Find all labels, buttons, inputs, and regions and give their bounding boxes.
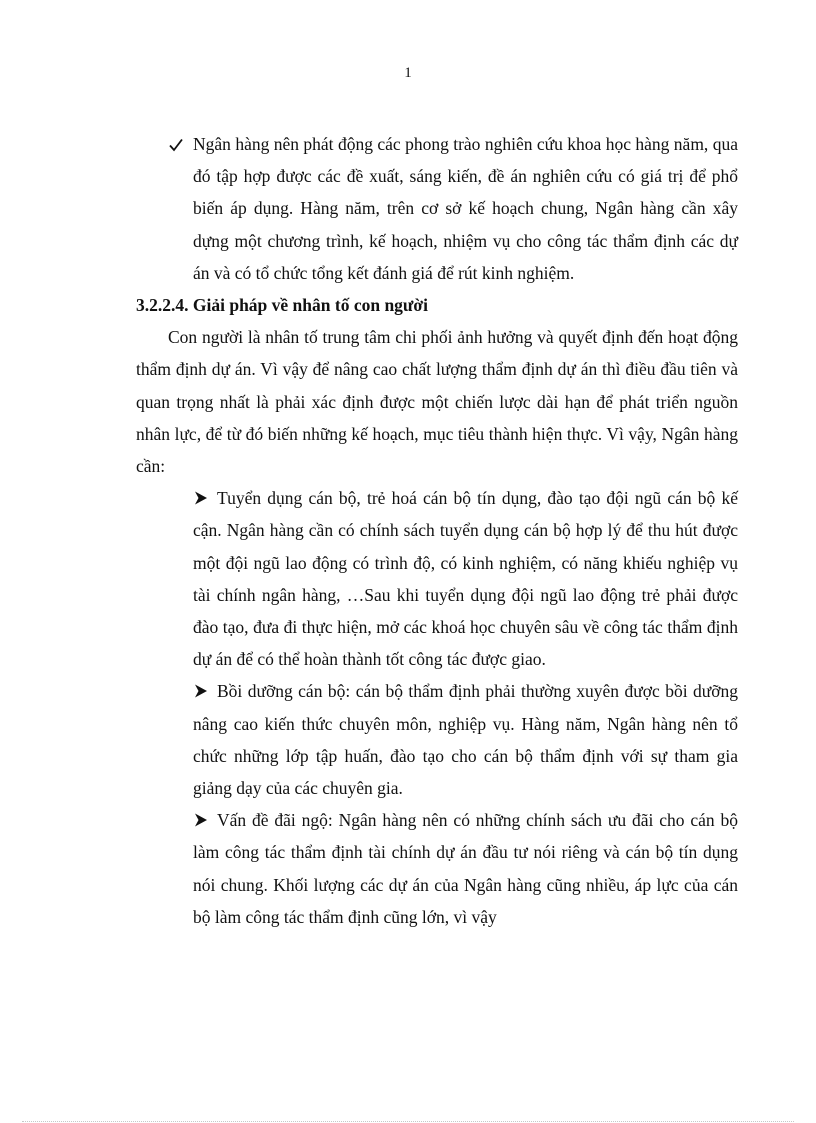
arrowhead-bullet-icon [193, 683, 209, 699]
intro-paragraph: Con người là nhân tố trung tâm chi phối ảnh hưởng và quyết định đến hoạt động thẩm định dự án. Vì vậy để nâng cao chất lượng thẩm định dự án thì điều đầu tiên và quan trọng nhất là phải xác định được một chiến lược dài hạn để phát triển nguồn nhân lực, để từ đó biến những kế hoạch, mục tiêu thành hiện thực. Vì vậy, Ngân hàng cần: [136, 327, 738, 477]
list-item-text: Vấn đề đãi ngộ: Ngân hàng nên có những chính sách ưu đãi cho cán bộ làm công tác thẩm định tài chính dự án đầu tư nói riêng và cán bộ tín dụng nói chung. Khối lượng các dự án của Ngân hàng cũng nhiều, áp lực của cán bộ làm công tác thẩm định cũng lớn, vì vậy [193, 810, 738, 927]
arrowhead-bullet-icon [193, 812, 209, 828]
list-item [136, 482, 738, 675]
document-body [136, 128, 738, 933]
bullet-list [136, 482, 738, 933]
list-item-text: Bồi dưỡng cán bộ: cán bộ thẩm định phải thường xuyên được bồi dưỡng nâng cao kiến thức chuyên môn, nghiệp vụ. Hàng năm, Ngân hàng nên tổ chức những lớp tập huấn, đào tạo cho cán bộ thẩm định với sự tham gia giảng dạy của các chuyên gia. [193, 681, 738, 799]
checkmark-icon [169, 128, 193, 160]
page-number: 1 [404, 65, 412, 81]
footer-divider [22, 1121, 794, 1122]
arrowhead-bullet-icon [193, 490, 209, 506]
list-item [136, 675, 738, 804]
list-item [136, 804, 738, 933]
check-item [136, 128, 738, 289]
list-item-text: Tuyển dụng cán bộ, trẻ hoá cán bộ tín dụng, đào tạo đội ngũ cán bộ kế cận. Ngân hàng cần có chính sách tuyển dụng cán bộ hợp lý để thu hút được một đội ngũ lao động có trình độ, có kinh nghiệm, có năng khiếu nghiệp vụ tài chính ngân hàng, …Sau khi tuyển dụng đội ngũ lao động trẻ phải được đào tạo, đưa đi thực hiện, mở các khoá học chuyên sâu về công tác thẩm định dự án để có thể hoàn thành tốt công tác được giao. [193, 488, 738, 670]
check-item-text: Ngân hàng nên phát động các phong trào nghiên cứu khoa học hàng năm, qua đó tập hợp được các đề xuất, sáng kiến, đề án nghiên cứu có giá trị để phổ biến áp dụng. Hàng năm, trên cơ sở kế hoạch chung, Ngân hàng cần xây dựng một chương trình, kế hoạch, nhiệm vụ cho công tác thẩm định các dự án và có tổ chức tổng kết đánh giá để rút kinh nghiệm. [193, 134, 738, 283]
section-heading: 3.2.2.4. Giải pháp về nhân tố con người [136, 295, 428, 316]
